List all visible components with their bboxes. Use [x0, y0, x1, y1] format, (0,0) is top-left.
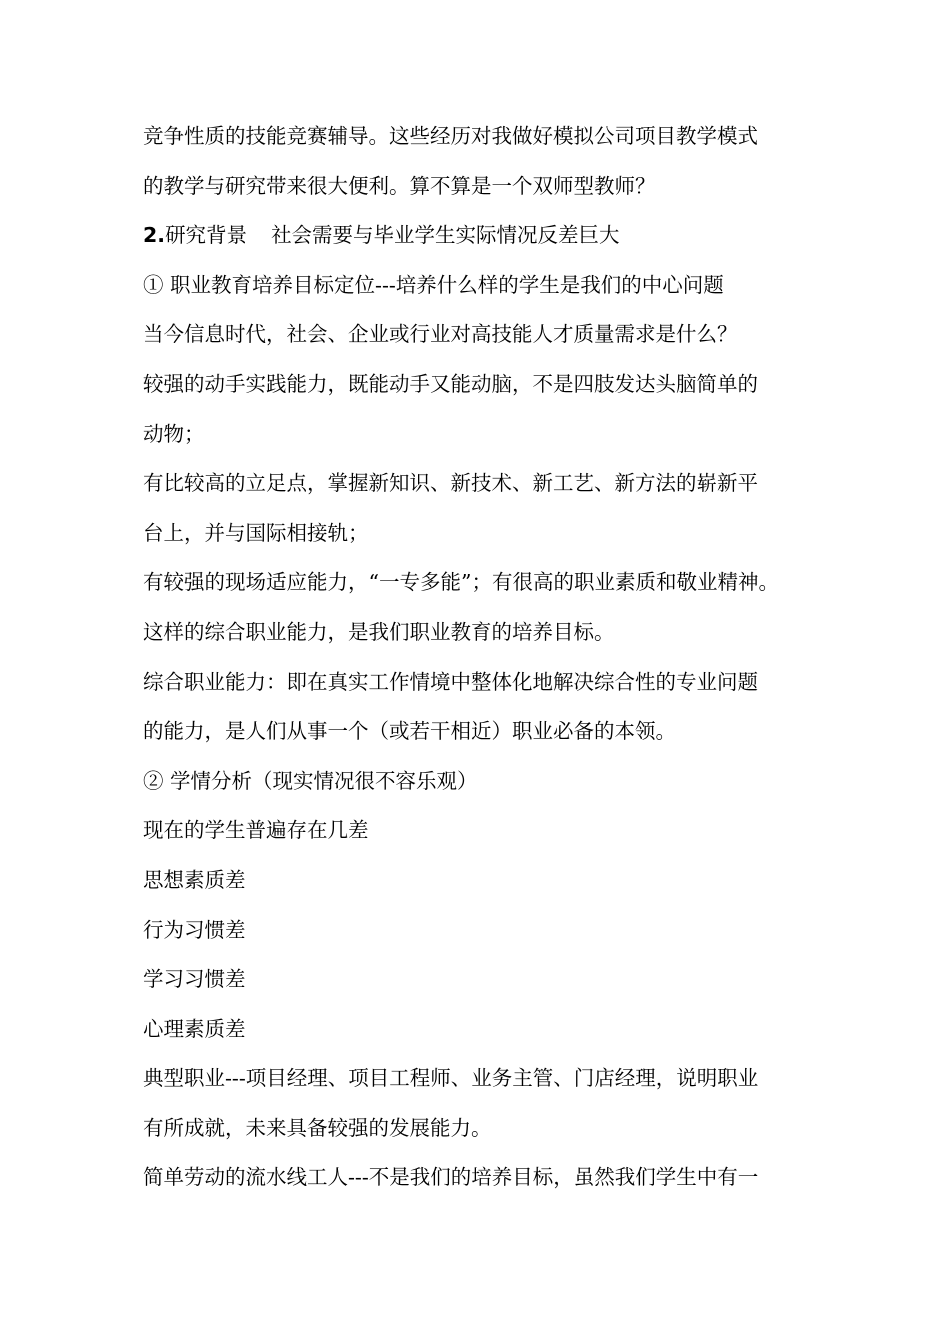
list-item: 行为习惯差 — [143, 917, 246, 942]
paragraph-line: 这样的综合职业能力，是我们职业教育的培养目标。 — [143, 619, 615, 644]
paragraph-line: 较强的动手实践能力，既能动手又能动脑，不是四肢发达头脑简单的 — [143, 371, 758, 396]
paragraph-line: ② 学情分析（现实情况很不容乐观） — [143, 768, 478, 793]
section-title: 研究背景 — [165, 223, 248, 248]
paragraph-line: 有较强的现场适应能力，“一专多能”；有很高的职业素质和敬业精神。 — [143, 570, 779, 595]
list-item: 心理素质差 — [143, 1016, 246, 1041]
paragraph-line: 的教学与研究带来很大便利。算不算是一个双师型教师？ — [143, 173, 656, 198]
paragraph-line: 简单劳动的流水线工人---不是我们的培养目标，虽然我们学生中有一 — [143, 1165, 759, 1190]
paragraph-line: 现在的学生普遍存在几差 — [143, 818, 369, 843]
paragraph-line: 竞争性质的技能竞赛辅导。这些经历对我做好模拟公司项目教学模式 — [143, 124, 758, 148]
paragraph-line: 动物； — [143, 421, 205, 446]
paragraph-line: 的能力，是人们从事一个（或若干相近）职业必备的本领。 — [143, 719, 676, 744]
paragraph-line: 有所成就，未来具备较强的发展能力。 — [143, 1115, 492, 1140]
paragraph-line: 当今信息时代，社会、企业或行业对高技能人才质量需求是什么？ — [143, 322, 738, 347]
section-number: 2. — [143, 223, 166, 248]
paragraph-line: 典型职业---项目经理、项目工程师、业务主管、门店经理，说明职业 — [143, 1066, 759, 1091]
paragraph-line: 台上，并与国际相接轨； — [143, 520, 369, 545]
paragraph-line: ① 职业教育培养目标定位---培养什么样的学生是我们的中心问题 — [143, 272, 724, 297]
section-heading — [143, 211, 813, 261]
document-body — [143, 112, 813, 1203]
paragraph-line: 综合职业能力：即在真实工作情境中整体化地解决综合性的专业问题 — [143, 669, 758, 694]
list-item: 思想素质差 — [143, 867, 246, 892]
list-item: 学习习惯差 — [143, 967, 246, 992]
paragraph-line: 有比较高的立足点，掌握新知识、新技术、新工艺、新方法的崭新平 — [143, 471, 758, 496]
section-subtitle: 社会需要与毕业学生实际情况反差巨大 — [271, 223, 620, 248]
